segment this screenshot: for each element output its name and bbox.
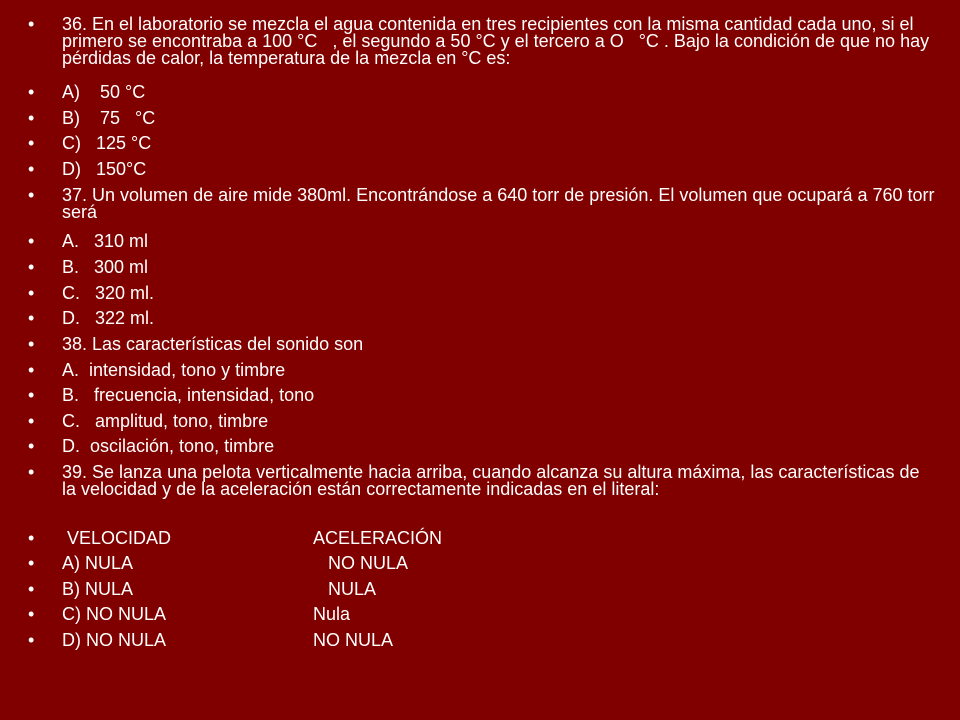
option-text: C. 320 ml. [62,283,155,303]
option-text: D) 150°C [62,159,147,179]
option-text: D. 322 ml. [62,308,155,328]
bullet: • [28,308,35,328]
bullet: • [28,257,35,277]
row-aceleracion: NO NULA [328,553,409,573]
question-36-stem: 36. En el laboratorio se mezcla el agua contenida en tres recipientes con la misma cantidad cada uno, si el primero se encontraba a 100 °C , el segundo a 50 °C y el tercero a O °C . Bajo la condición de que no hay pérdidas de calor, la temperatura de la mezcla en °C es: [62,14,935,68]
option-text: C. amplitud, tono, timbre [62,411,269,431]
option-text: A. intensidad, tono y timbre [62,360,286,380]
bullet: • [28,385,35,405]
bullet: • [28,14,35,34]
bullet: • [28,360,35,380]
option-text: A) 50 °C [62,82,146,102]
option-text: C) 125 °C [62,133,152,153]
header-velocidad: VELOCIDAD [62,528,172,548]
question-37-stem: 37. Un volumen de aire mide 380ml. Encontrándose a 640 torr de presión. El volumen que ocupará a 760 torr será [62,185,940,222]
row-aceleracion: NO NULA [313,630,394,650]
bullet: • [28,579,35,599]
bullet: • [28,283,35,303]
row-velocidad: C) NO NULA [62,604,167,624]
option-text: B) 75 °C [62,108,156,128]
question-39-stem: 39. Se lanza una pelota verticalmente hacia arriba, cuando alcanza su altura máxima, las características de la velocidad y de la aceleración están correctamente indicadas en el literal: [62,462,925,499]
bullet: • [28,108,35,128]
row-velocidad: A) NULA [62,553,134,573]
bullet: • [28,159,35,179]
option-text: D. oscilación, tono, timbre [62,436,275,456]
header-aceleracion: ACELERACIÓN [313,528,443,548]
bullet: • [28,185,35,205]
bullet: • [28,528,35,548]
option-text: B. 300 ml [62,257,149,277]
bullet: • [28,436,35,456]
option-text: A. 310 ml [62,231,149,251]
row-aceleracion: Nula [313,604,351,624]
bullet: • [28,462,35,482]
bullet: • [28,411,35,431]
bullet: • [28,133,35,153]
option-text: B. frecuencia, intensidad, tono [62,385,315,405]
row-velocidad: D) NO NULA [62,630,167,650]
bullet: • [28,604,35,624]
bullet: • [28,553,35,573]
row-aceleracion: NULA [328,579,377,599]
bullet: • [28,82,35,102]
bullet: • [28,231,35,251]
row-velocidad: B) NULA [62,579,134,599]
bullet: • [28,630,35,650]
bullet: • [28,334,35,354]
question-38-stem: 38. Las características del sonido son [62,334,364,354]
